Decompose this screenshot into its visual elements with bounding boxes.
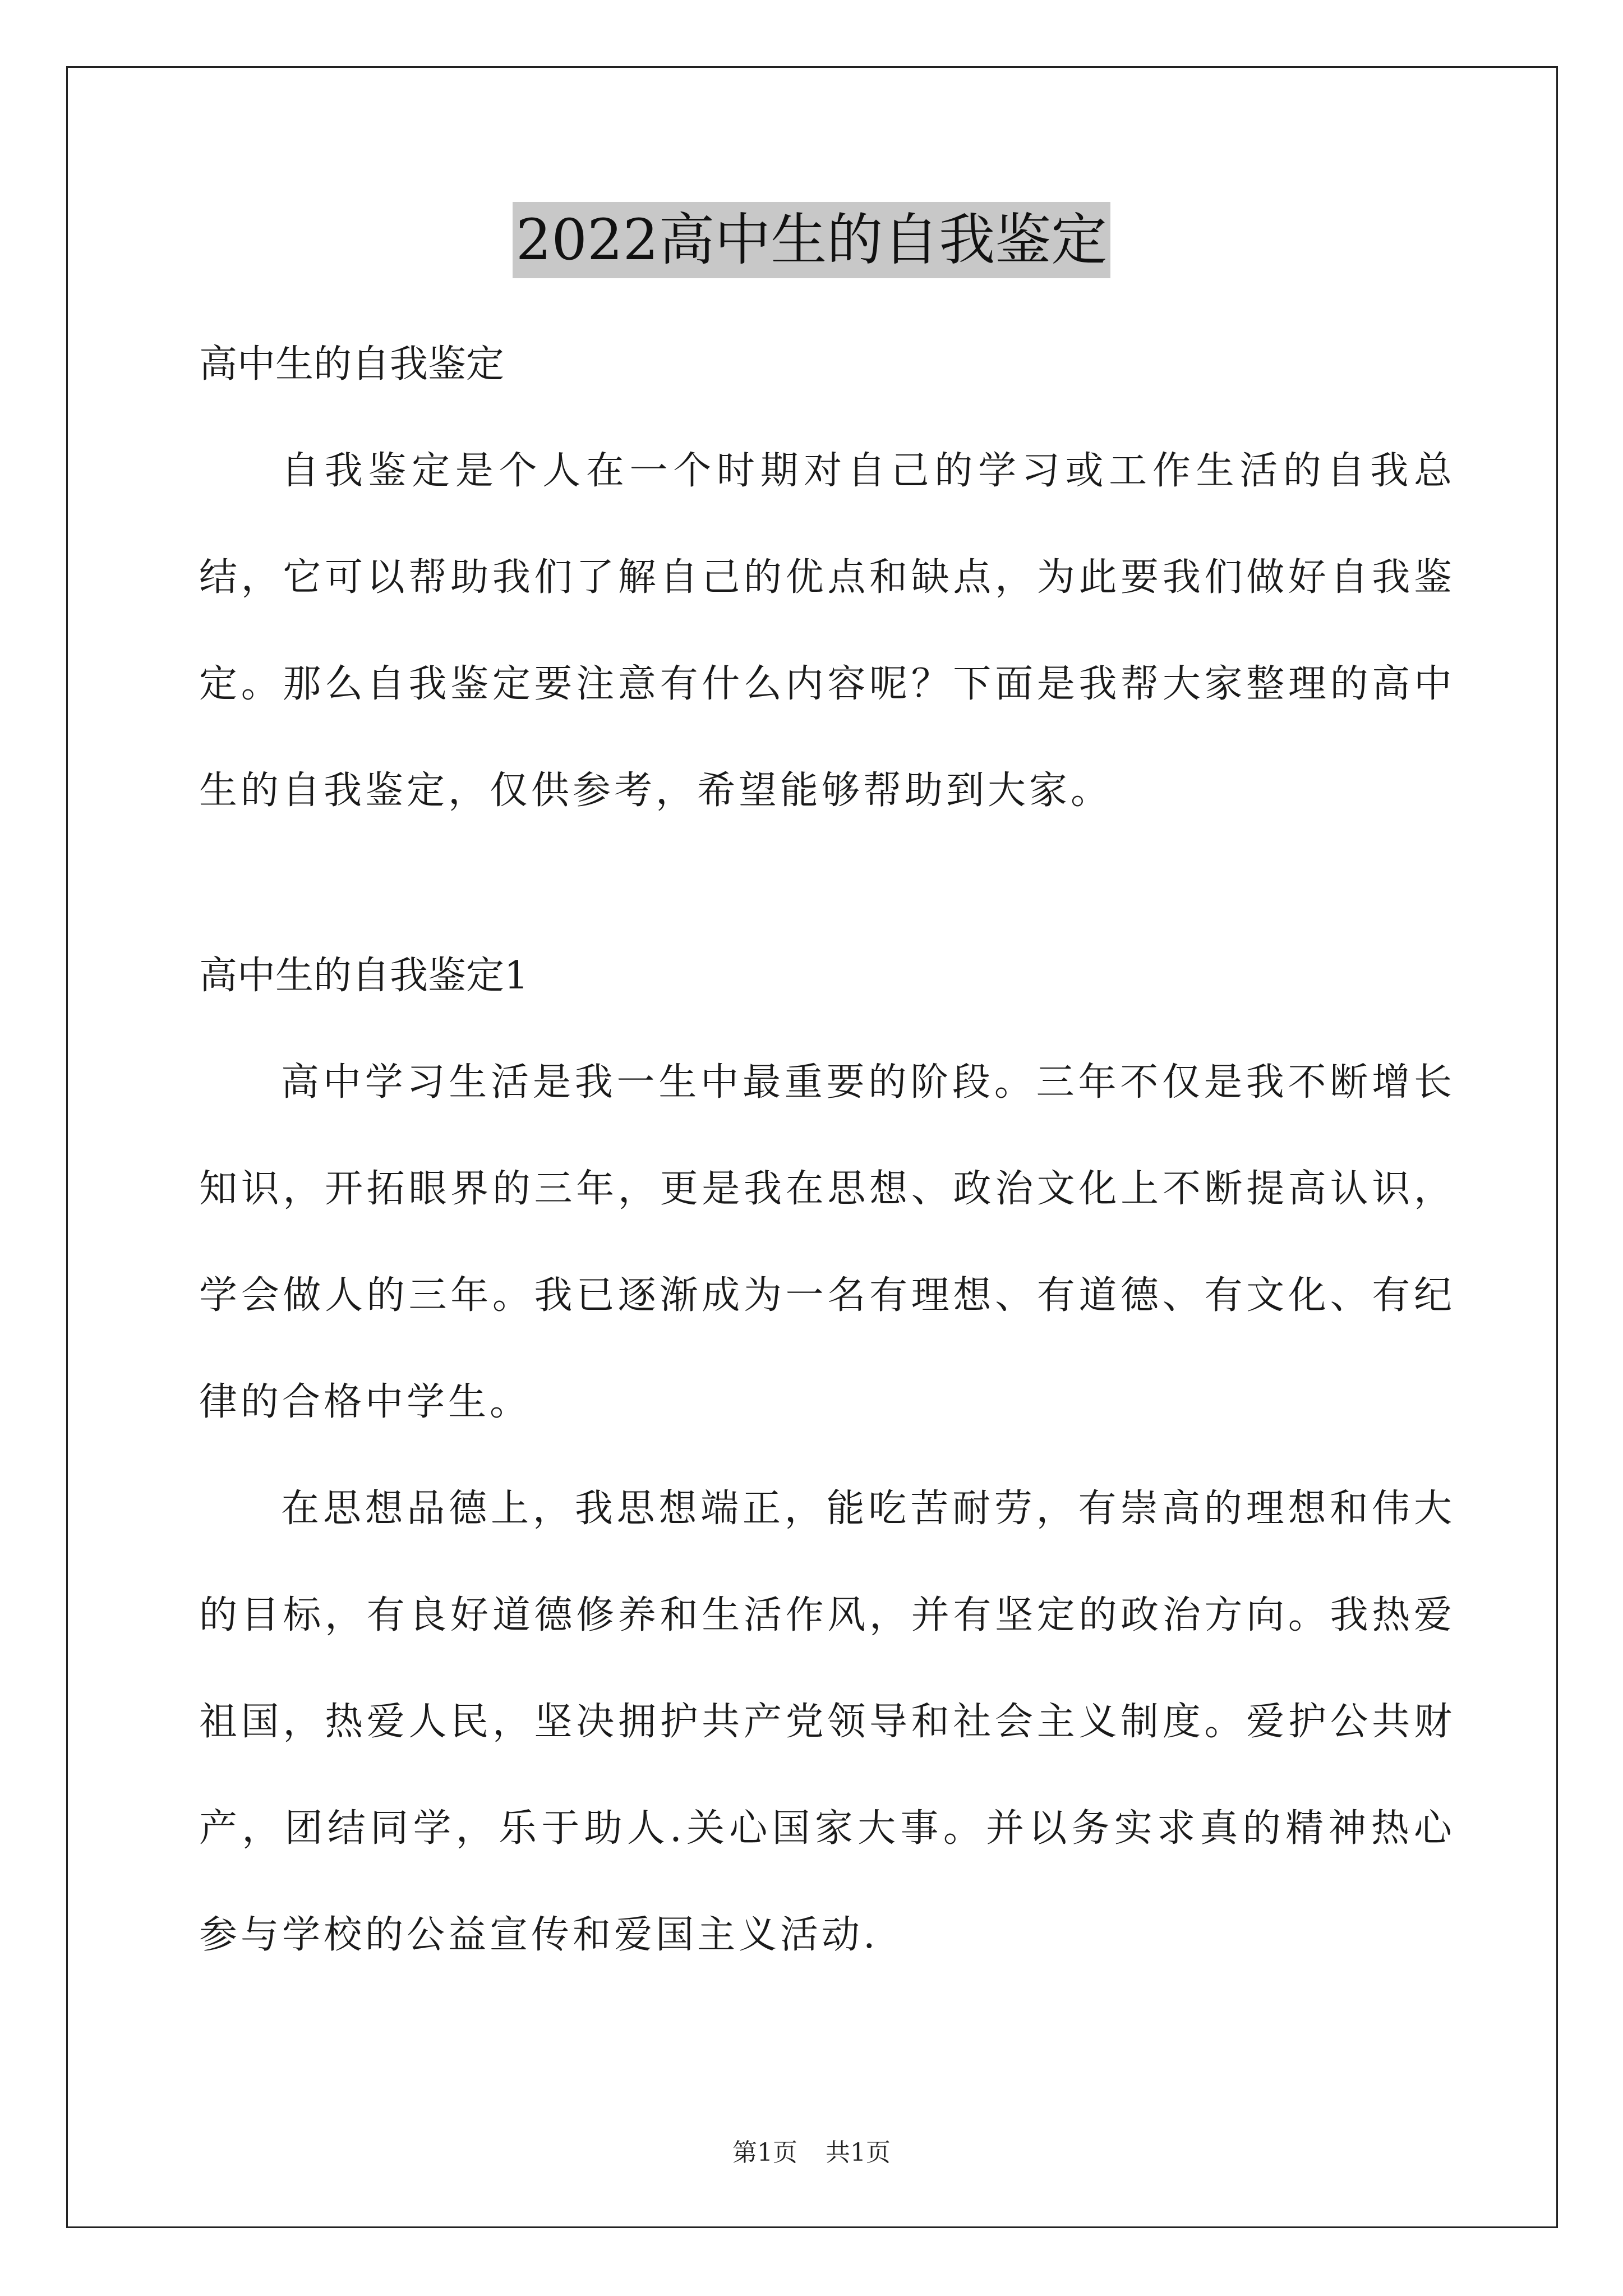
section-heading-1: 高中生的自我鉴定1 <box>199 954 529 998</box>
paragraph-2: 在思想品德上，我思想端正，能吃苦耐劳，有崇高的理想和伟大的目标，有良好道德修养和生活作风，并有坚定的政治方向。我热爱祖国，热爱人民，坚决拥护共产党领导和社会主义制度。爱护公共财产，团结同学，乐于助人.关心国家大事。并以务实求真的精神热心参与学校的公益宣传和爱国主义活动. <box>199 1487 1455 1957</box>
page-number-current: 第1页 <box>732 2138 797 2167</box>
paragraph-1: 高中学习生活是我一生中最重要的阶段。三年不仅是我不断增长知识，开拓眼界的三年，更是我在思想、政治文化上不断提高认识，学会做人的三年。我已逐渐成为一名有理想、有道德、有文化、有纪律的合格中学生。 <box>199 1060 1455 1424</box>
document-body <box>199 337 1455 1989</box>
page-number-total: 共1页 <box>826 2138 891 2167</box>
document-title: 2022高中生的自我鉴定 <box>513 202 1111 278</box>
title-container <box>0 202 1623 278</box>
section-heading-main: 高中生的自我鉴定 <box>199 342 505 386</box>
intro-paragraph: 自我鉴定是个人在一个时期对自己的学习或工作生活的自我总结，它可以帮助我们了解自己的优点和缺点，为此要我们做好自我鉴定。那么自我鉴定要注意有什么内容呢？下面是我帮大家整理的高中生的自我鉴定，仅供参考，希望能够帮助到大家。 <box>199 449 1455 813</box>
page-footer <box>0 2136 1623 2170</box>
